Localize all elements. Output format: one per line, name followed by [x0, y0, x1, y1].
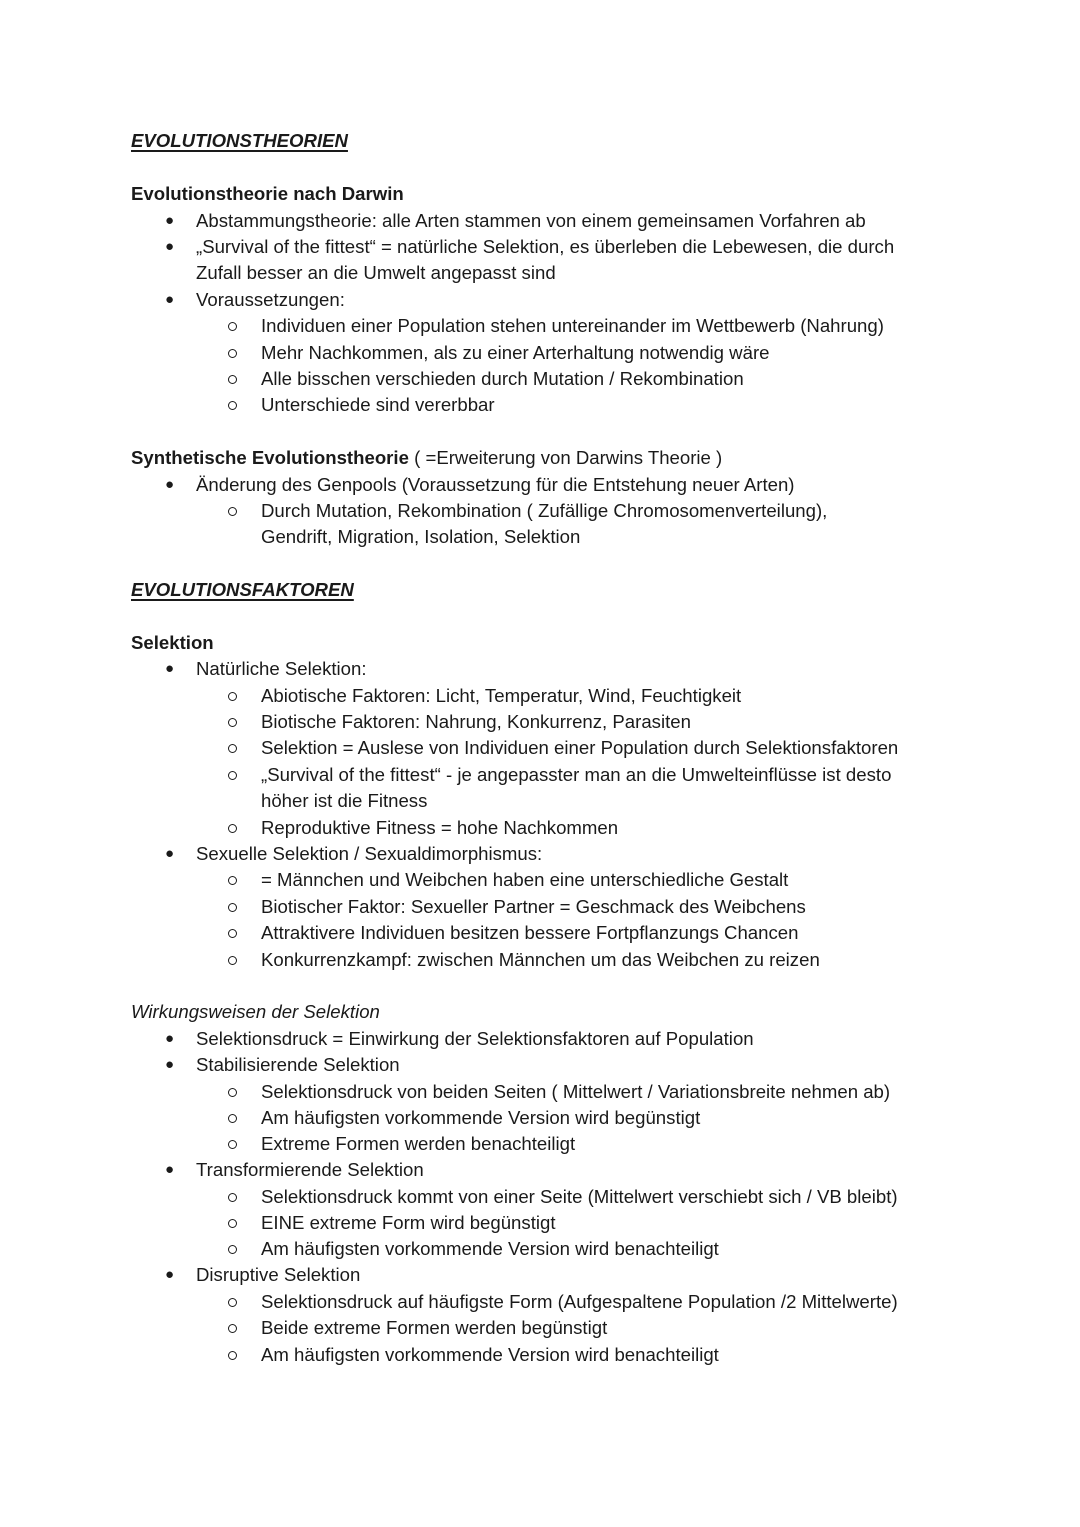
bullet-icon: ● [165, 1056, 175, 1073]
sub-list-item: Durch Mutation, Rekombination ( Zufällige Chromosomenverteilung), [261, 500, 828, 521]
circle-bullet-icon [228, 744, 237, 753]
list-item: Selektionsdruck = Einwirkung der Selektionsfaktoren auf Population [196, 1028, 754, 1049]
circle-bullet-icon [228, 1114, 237, 1123]
circle-bullet-icon [228, 1324, 237, 1333]
circle-bullet-icon [228, 956, 237, 965]
section-title-synthetic [131, 445, 722, 471]
circle-bullet-icon [228, 824, 237, 833]
sub-list-item: Am häufigsten vorkommende Version wird benachteiligt [261, 1238, 719, 1259]
bullet-icon: ● [165, 1161, 175, 1178]
sub-list-item: Attraktivere Individuen besitzen bessere Fortpflanzungs Chancen [261, 922, 799, 943]
section-title-wirkungsweisen: Wirkungsweisen der Selektion [131, 1001, 380, 1022]
bullet-icon: ● [165, 660, 175, 677]
bullet-icon: ● [165, 845, 175, 862]
circle-bullet-icon [228, 692, 237, 701]
sub-list-item: Biotische Faktoren: Nahrung, Konkurrenz, Parasiten [261, 711, 691, 732]
sub-list-item: Alle bisschen verschieden durch Mutation / Rekombination [261, 368, 744, 389]
circle-bullet-icon [228, 1219, 237, 1228]
bullet-icon: ● [165, 1266, 175, 1283]
sub-list-item: Selektionsdruck auf häufigste Form (Aufgespaltene Population /2 Mittelwerte) [261, 1291, 898, 1312]
bullet-icon: ● [165, 291, 175, 308]
circle-bullet-icon [228, 349, 237, 358]
circle-bullet-icon [228, 771, 237, 780]
section-title-selektion: Selektion [131, 632, 214, 653]
heading-evolutionsfaktoren: EVOLUTIONSFAKTOREN [131, 579, 354, 600]
circle-bullet-icon [228, 1088, 237, 1097]
circle-bullet-icon [228, 929, 237, 938]
sub-list-item: Biotischer Faktor: Sexueller Partner = Geschmack des Weibchens [261, 896, 806, 917]
sub-list-item: Beide extreme Formen werden begünstigt [261, 1317, 608, 1338]
circle-bullet-icon [228, 1351, 237, 1360]
bullet-icon: ● [165, 1030, 175, 1047]
sub-list-item: Abiotische Faktoren: Licht, Temperatur, Wind, Feuchtigkeit [261, 685, 742, 706]
section-title-darwin: Evolutionstheorie nach Darwin [131, 183, 404, 204]
sub-list-item-continuation: Gendrift, Migration, Isolation, Selektion [261, 526, 581, 547]
circle-bullet-icon [228, 401, 237, 410]
bullet-icon: ● [165, 212, 175, 229]
list-item: Voraussetzungen: [196, 289, 345, 310]
circle-bullet-icon [228, 507, 237, 516]
circle-bullet-icon [228, 375, 237, 384]
list-item: Änderung des Genpools (Voraussetzung für die Entstehung neuer Arten) [196, 474, 795, 495]
sub-list-item: Reproduktive Fitness = hohe Nachkommen [261, 817, 619, 838]
sub-list-item: = Männchen und Weibchen haben eine unterschiedliche Gestalt [261, 869, 789, 890]
sub-list-item: „Survival of the fittest“ - je angepasster man an die Umwelteinflüsse ist desto [261, 764, 892, 785]
list-item: „Survival of the fittest“ = natürliche Selektion, es überleben die Lebewesen, die durch [196, 236, 895, 257]
sub-list-item: Selektionsdruck von beiden Seiten ( Mittelwert / Variationsbreite nehmen ab) [261, 1081, 891, 1102]
sub-list-item-continuation: höher ist die Fitness [261, 790, 428, 811]
sub-list-item: Unterschiede sind vererbbar [261, 394, 495, 415]
circle-bullet-icon [228, 903, 237, 912]
sub-list-item: Extreme Formen werden benachteiligt [261, 1133, 576, 1154]
list-item: Abstammungstheorie: alle Arten stammen von einem gemeinsamen Vorfahren ab [196, 210, 866, 231]
sub-list-item: Mehr Nachkommen, als zu einer Arterhaltung notwendig wäre [261, 342, 770, 363]
list-item-continuation: Zufall besser an die Umwelt angepasst sind [196, 262, 556, 283]
sub-list-item: EINE extreme Form wird begünstigt [261, 1212, 556, 1233]
circle-bullet-icon [228, 718, 237, 727]
circle-bullet-icon [228, 876, 237, 885]
heading-evolutionstheorien: EVOLUTIONSTHEORIEN [131, 130, 348, 151]
list-item: Stabilisierende Selektion [196, 1054, 400, 1075]
list-item: Transformierende Selektion [196, 1159, 424, 1180]
list-item: Disruptive Selektion [196, 1264, 361, 1285]
circle-bullet-icon [228, 1298, 237, 1307]
bullet-icon: ● [165, 476, 175, 493]
circle-bullet-icon [228, 1140, 237, 1149]
circle-bullet-icon [228, 322, 237, 331]
section-title-text: Synthetische Evolutionstheorie [131, 447, 409, 468]
sub-list-item: Individuen einer Population stehen untereinander im Wettbewerb (Nahrung) [261, 315, 884, 336]
list-item: Sexuelle Selektion / Sexualdimorphismus: [196, 843, 543, 864]
sub-list-item: Konkurrenzkampf: zwischen Männchen um das Weibchen zu reizen [261, 949, 820, 970]
circle-bullet-icon [228, 1193, 237, 1202]
section-title-note: ( =Erweiterung von Darwins Theorie ) [408, 447, 723, 468]
sub-list-item: Am häufigsten vorkommende Version wird benachteiligt [261, 1344, 719, 1365]
sub-list-item: Selektionsdruck kommt von einer Seite (Mittelwert verschiebt sich / VB bleibt) [261, 1186, 898, 1207]
sub-list-item: Am häufigsten vorkommende Version wird begünstigt [261, 1107, 701, 1128]
bullet-icon: ● [165, 238, 175, 255]
circle-bullet-icon [228, 1245, 237, 1254]
list-item: Natürliche Selektion: [196, 658, 367, 679]
sub-list-item: Selektion = Auslese von Individuen einer Population durch Selektionsfaktoren [261, 737, 899, 758]
